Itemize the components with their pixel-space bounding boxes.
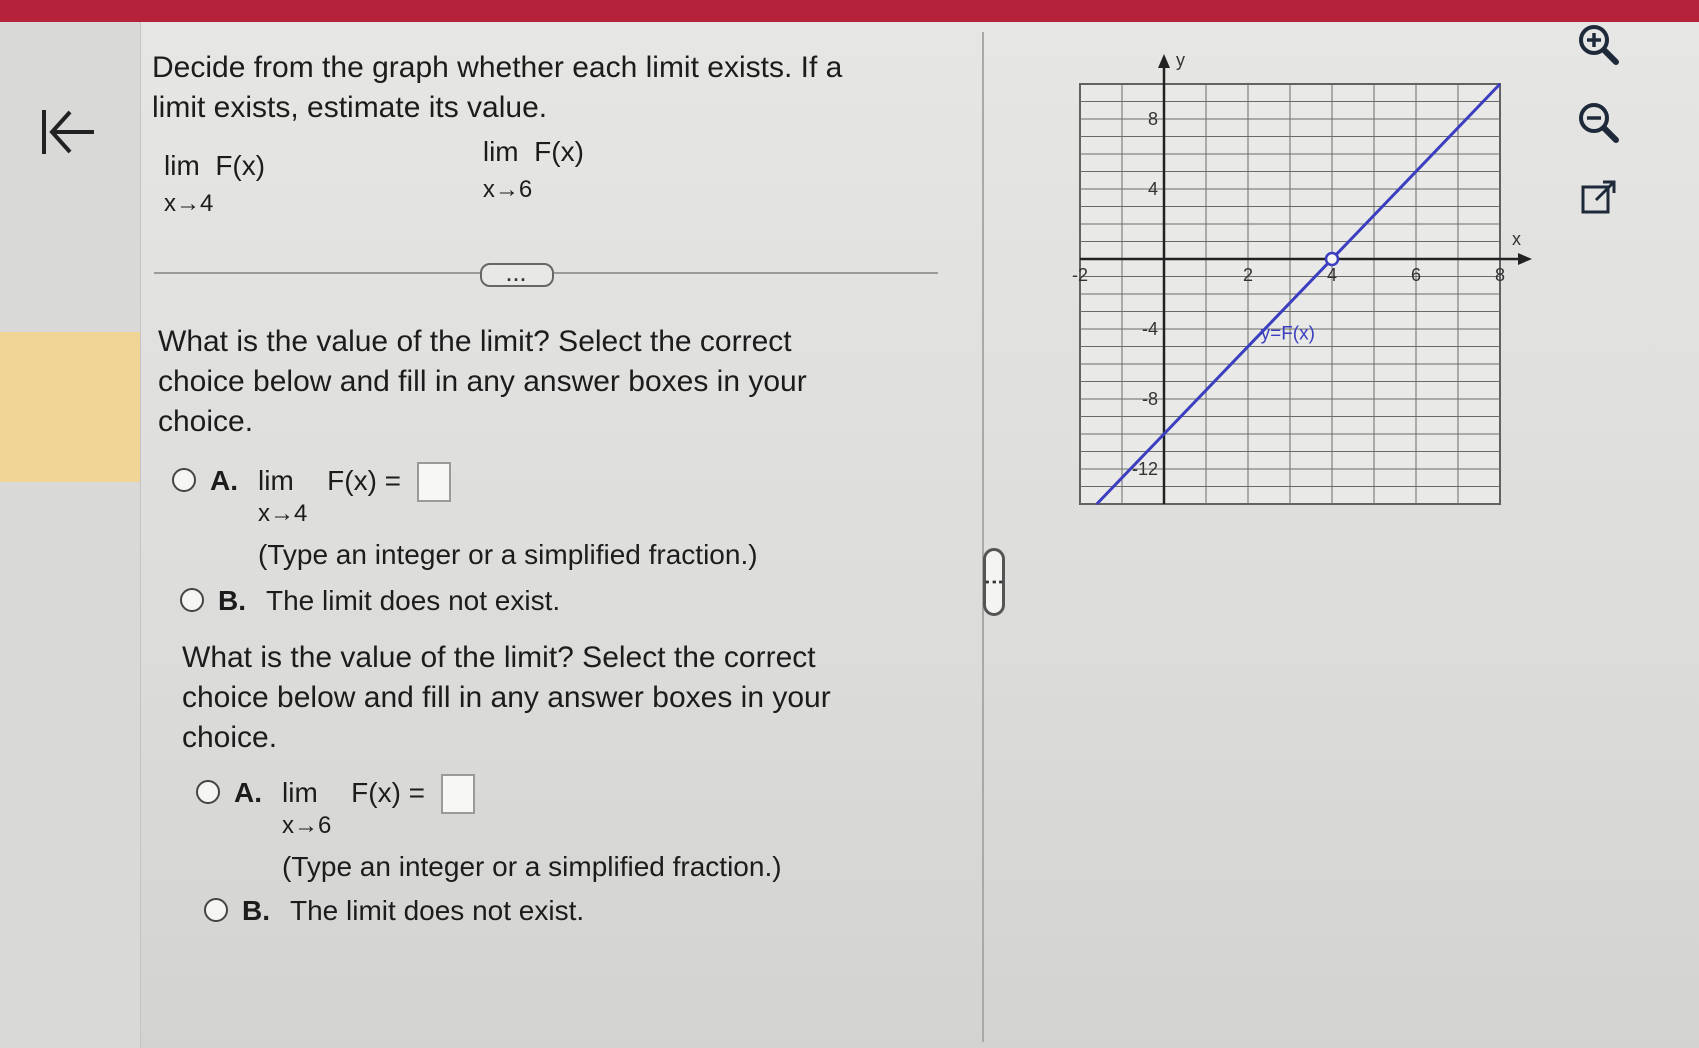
y-tick-label: 8 (1147, 109, 1158, 129)
choice-label: A. (210, 465, 238, 496)
function-graph (1060, 44, 1560, 544)
limit-2-top: lim F(x) (482, 136, 584, 167)
answer-input-2[interactable] (441, 774, 475, 814)
x-tick-label: 4 (1326, 265, 1338, 285)
question-2-choice-a[interactable] (196, 774, 782, 886)
answer-hint: (Type an integer or a simplified fraction.) (258, 539, 758, 570)
graph-grid (1080, 84, 1500, 504)
limit-1-sub: x→4 (164, 190, 214, 217)
question-pane (140, 22, 980, 1048)
open-external-button[interactable] (1574, 174, 1622, 222)
radio-button[interactable] (196, 780, 220, 804)
x-axis-arrow (1518, 253, 1532, 265)
lim-text: lim (282, 777, 318, 808)
question-2-choice-b[interactable] (204, 892, 584, 930)
limit-notation (282, 774, 331, 840)
y-tick-label: -4 (1141, 319, 1158, 339)
y-axis-arrow (1158, 54, 1170, 68)
back-to-start-icon (38, 102, 98, 162)
x-tick-label: -2 (1071, 265, 1089, 285)
zoom-in-button[interactable] (1574, 20, 1622, 68)
limit-1-top: lim F(x) (164, 150, 266, 181)
pane-divider (982, 32, 984, 1042)
choice-a-body (258, 462, 758, 574)
left-gutter (0, 22, 141, 1048)
x-axis-label: x (1512, 229, 1521, 249)
question-1-choice-a[interactable] (172, 462, 758, 574)
back-to-start-button[interactable] (38, 102, 98, 162)
y-tick-label: 4 (1147, 179, 1158, 199)
lim-sub: x→4 (258, 500, 308, 527)
answer-hint: (Type an integer or a simplified fraction.) (282, 851, 782, 882)
choice-a-body (282, 774, 782, 886)
zoom-out-button[interactable] (1574, 98, 1622, 146)
vertical-ellipsis-icon: ⋮ (983, 572, 1005, 592)
question-1-choice-b[interactable] (180, 582, 560, 620)
function-expression: F(x) = (327, 465, 402, 496)
x-tick-label: 8 (1494, 265, 1506, 285)
curve-label: y=F(x) (1260, 323, 1315, 345)
limit-expression-2 (483, 136, 584, 204)
instruction-text: Decide from the graph whether each limit exists. If a limit exists, estimate its value. (152, 51, 843, 124)
limit-expression-1 (164, 150, 265, 218)
answer-input-1[interactable] (417, 462, 451, 502)
open-circle-hole (1326, 253, 1338, 265)
x-tick-label: 2 (1242, 265, 1254, 285)
y-axis-label: y (1176, 50, 1185, 70)
limit-2-sub: x→6 (482, 176, 533, 203)
problem-page (0, 22, 1699, 1048)
question-2-prompt: What is the value of the limit? Select the correct choice below and fill in any answer boxes in your choice. (182, 641, 831, 754)
open-external-icon (1574, 174, 1622, 222)
top-color-bar (0, 0, 1699, 22)
show-more-button[interactable] (480, 263, 554, 287)
radio-button[interactable] (204, 898, 228, 922)
lim-sub: x→6 (282, 812, 332, 839)
y-tick-label: -12 (1131, 459, 1158, 479)
lim-text: lim (258, 465, 294, 496)
function-expression: F(x) = (351, 777, 426, 808)
highlight-band (0, 332, 140, 482)
radio-button[interactable] (180, 588, 204, 612)
pane-resize-handle[interactable] (983, 548, 1005, 616)
radio-button[interactable] (172, 468, 196, 492)
limit-notation (258, 462, 307, 528)
choice-b-text: The limit does not exist. (290, 895, 585, 926)
ellipsis-icon: ... (506, 265, 528, 285)
limits-row (164, 136, 794, 218)
question-1-prompt: What is the value of the limit? Select the correct choice below and fill in any answer boxes in your choice. (158, 325, 807, 438)
zoom-out-icon (1574, 98, 1622, 146)
choice-label: B. (218, 585, 246, 616)
choice-b-text: The limit does not exist. (266, 585, 561, 616)
choice-label: A. (234, 777, 262, 808)
y-tick-label: -8 (1141, 389, 1158, 409)
zoom-in-icon (1574, 20, 1622, 68)
choice-label: B. (242, 895, 270, 926)
x-tick-label: 6 (1410, 265, 1422, 285)
